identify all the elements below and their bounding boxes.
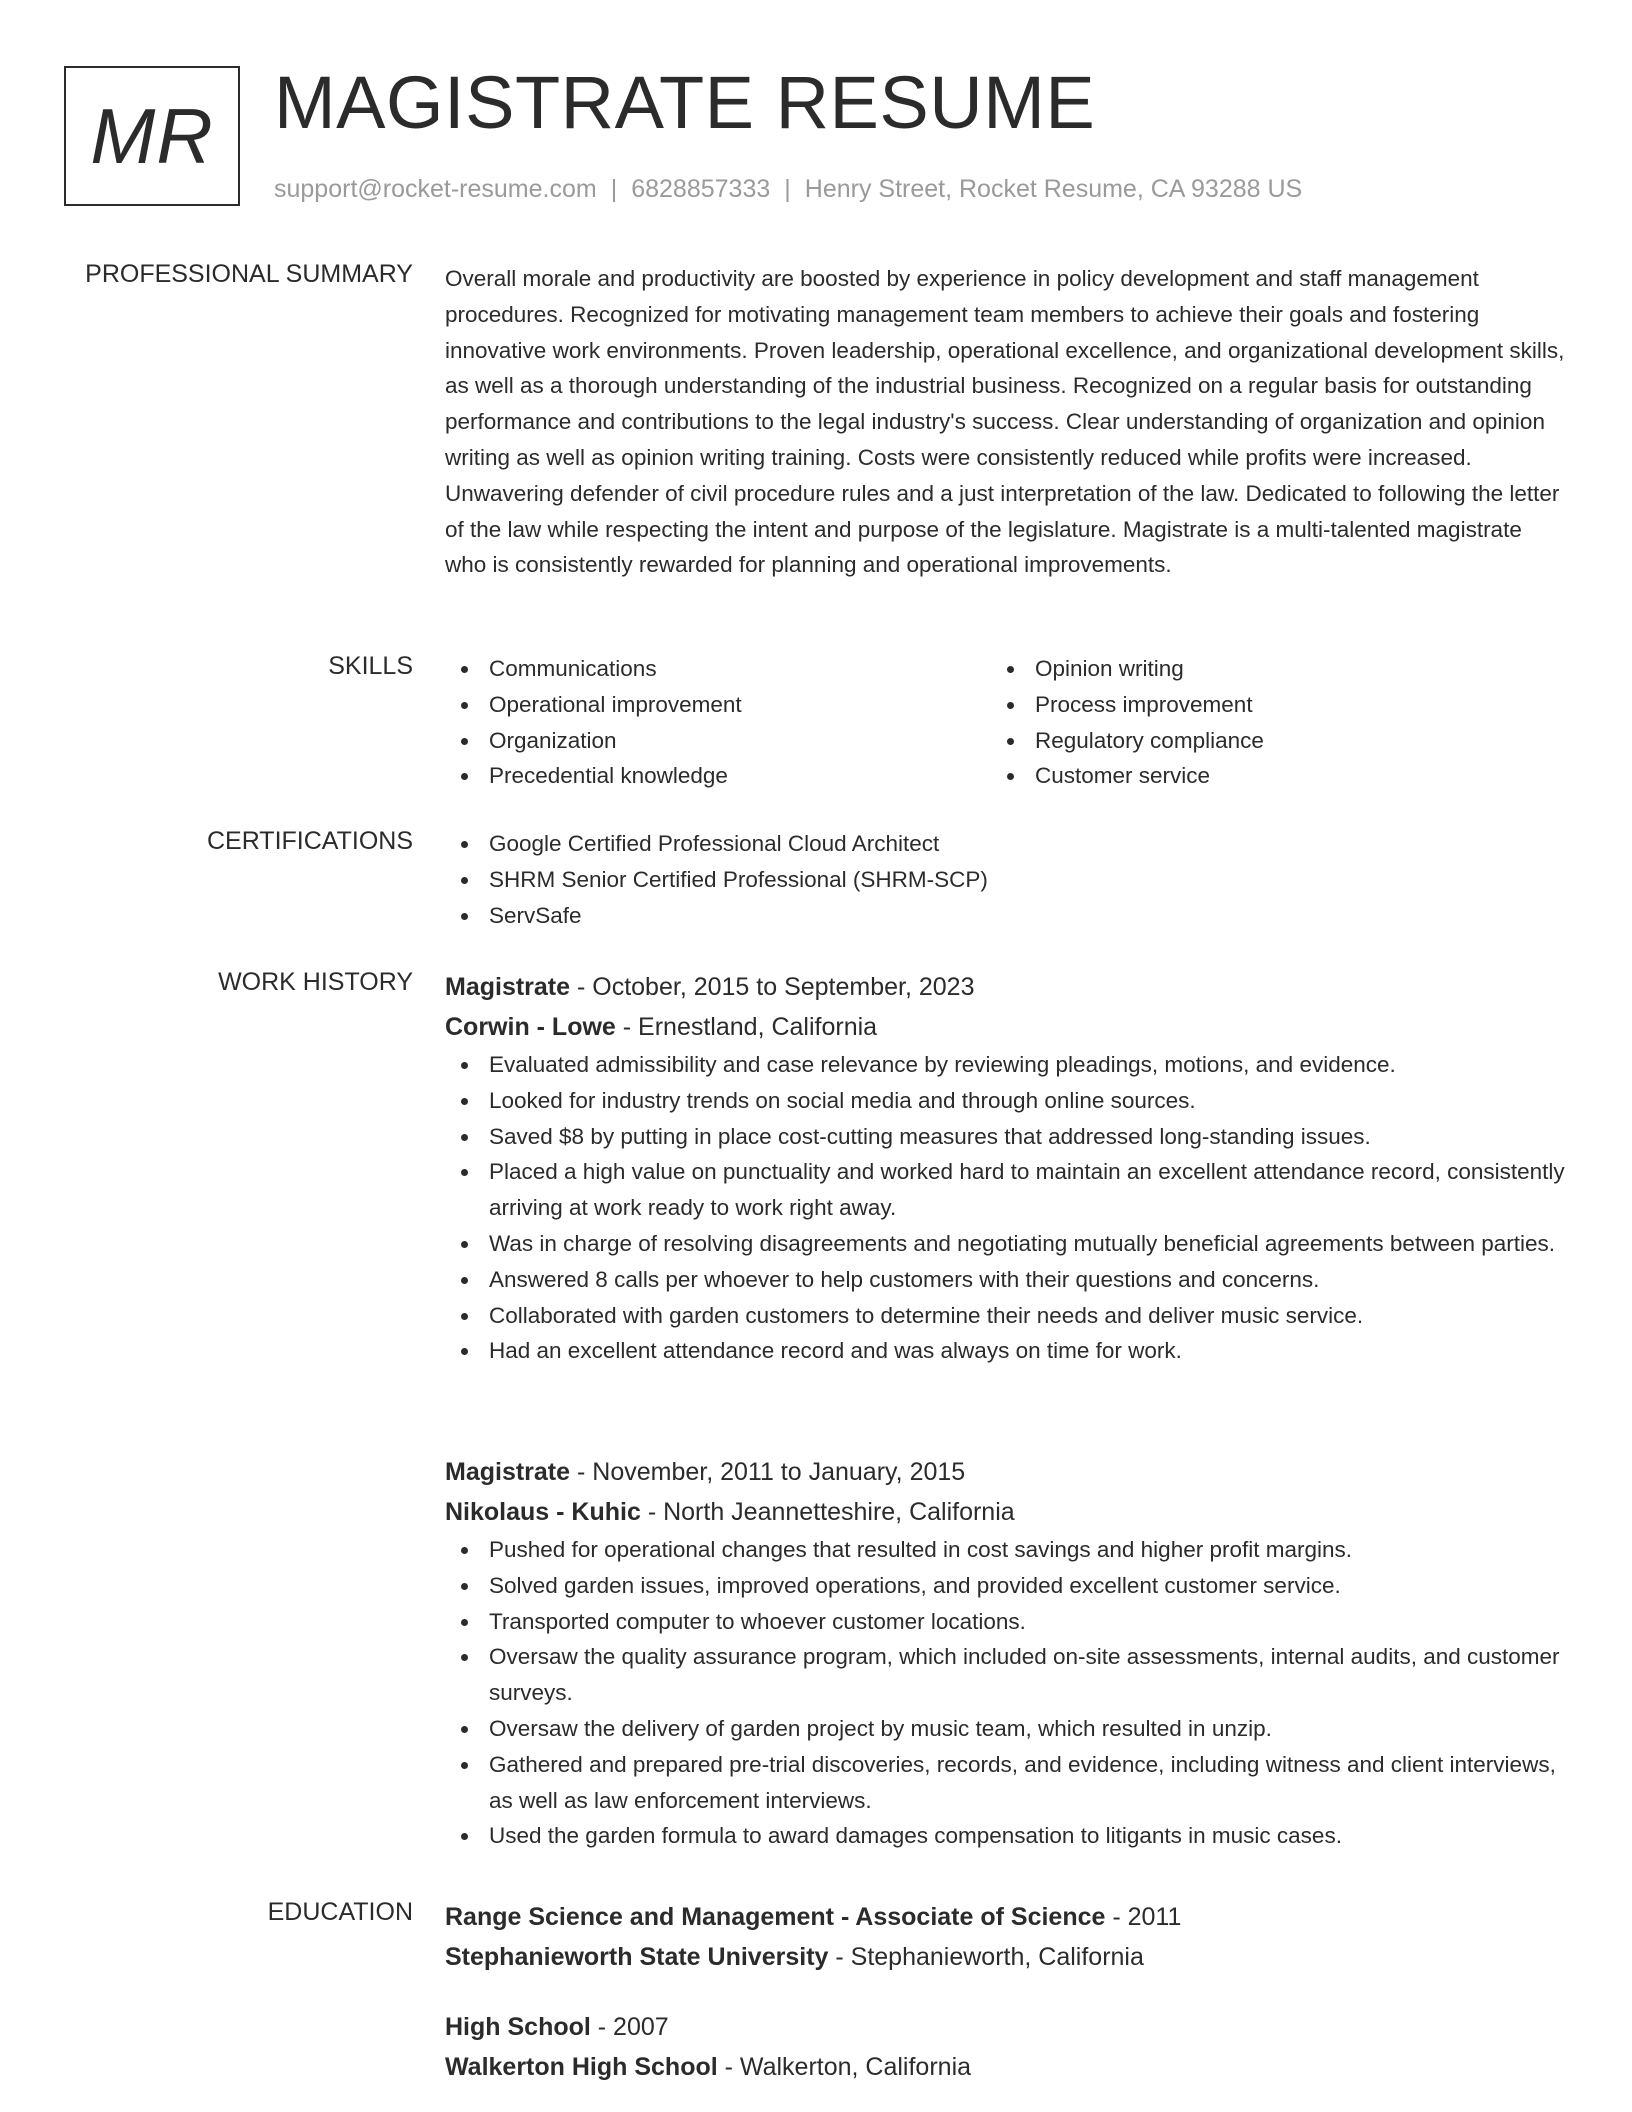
- skill-item: Communications: [445, 651, 991, 687]
- certification-item: SHRM Senior Certified Professional (SHRM-SCP): [445, 862, 1565, 898]
- skill-item: Operational improvement: [445, 687, 991, 723]
- certifications-body: [445, 826, 1565, 933]
- job-bullet: Pushed for operational changes that resulted in cost savings and higher profit margins.: [445, 1532, 1565, 1568]
- education-location: Stephanieworth, California: [850, 1943, 1144, 1971]
- job-bullet: Used the garden formula to award damages compensation to litigants in music cases.: [445, 1818, 1565, 1854]
- job-company-line: Corwin - Lowe - Ernestland, California: [445, 1013, 878, 1041]
- job-bullet: Gathered and prepared pre-trial discoveries, records, and evidence, including witness and client interviews, as well as law enforcement interviews.: [445, 1747, 1565, 1819]
- skill-item: Organization: [445, 723, 991, 759]
- job-location: North Jeannetteshire, California: [663, 1498, 1015, 1526]
- education-degree-line: High School - 2007: [445, 2013, 669, 2041]
- job-title-line: Magistrate - October, 2015 to September, 2023: [445, 973, 975, 1001]
- job-bullets: [445, 1532, 1565, 1854]
- contact-email[interactable]: support@rocket-resume.com: [274, 175, 597, 203]
- job-bullet: Oversaw the delivery of garden project by music team, which resulted in unzip.: [445, 1711, 1565, 1747]
- contact-phone[interactable]: 6828857333: [631, 175, 771, 203]
- education-school-line: Walkerton High School - Walkerton, California: [445, 2053, 972, 2081]
- job-company: Nikolaus - Kuhic: [445, 1498, 641, 1526]
- resume-title: MAGISTRATE RESUME: [274, 61, 1096, 144]
- job-bullet: Oversaw the quality assurance program, which included on-site assessments, internal audits, and customer surveys.: [445, 1639, 1565, 1711]
- job-bullet: Placed a high value on punctuality and worked hard to maintain an excellent attendance record, consistently arriving at work ready to work right away.: [445, 1154, 1565, 1226]
- job-dates: November, 2011 to January, 2015: [592, 1458, 966, 1486]
- education-year: 2011: [1127, 1903, 1182, 1931]
- job-title: Magistrate: [445, 1458, 571, 1486]
- job-bullet: Had an excellent attendance record and was always on time for work.: [445, 1333, 1565, 1369]
- skills-list-right: [991, 651, 1537, 794]
- section-label: EDUCATION: [267, 1898, 413, 1926]
- education-degree: High School: [445, 2013, 591, 2041]
- education-year: 2007: [613, 2013, 669, 2041]
- job-entry: [445, 967, 1565, 1369]
- job-dates: October, 2015 to September, 2023: [592, 973, 975, 1001]
- job-location: Ernestland, California: [638, 1013, 878, 1041]
- skills-list-left: [445, 651, 991, 794]
- skill-item: Regulatory compliance: [991, 723, 1537, 759]
- job-bullet: Collaborated with garden customers to determine their needs and deliver music service.: [445, 1298, 1565, 1334]
- job-bullet: Solved garden issues, improved operations, and provided excellent customer service.: [445, 1568, 1565, 1604]
- job-company: Corwin - Lowe: [445, 1013, 616, 1041]
- education-entry: [445, 2007, 1565, 2087]
- education-school-line: Stephanieworth State University - Stephanieworth, California: [445, 1943, 1144, 1971]
- contact-address: Henry Street, Rocket Resume, CA 93288 US: [804, 175, 1303, 203]
- section-label: CERTIFICATIONS: [206, 827, 413, 855]
- education-entry: [445, 1897, 1565, 1977]
- job-title: Magistrate: [445, 973, 571, 1001]
- job-bullet: Saved $8 by putting in place cost-cutting measures that addressed long-standing issues.: [445, 1119, 1565, 1155]
- education-school: Stephanieworth State University: [445, 1943, 829, 1971]
- skill-item: Opinion writing: [991, 651, 1537, 687]
- education-degree: Range Science and Management - Associate of Science: [445, 1903, 1106, 1931]
- job-bullet: Evaluated admissibility and case relevance by reviewing pleadings, motions, and evidence.: [445, 1047, 1565, 1083]
- job-bullet: Transported computer to whoever customer locations.: [445, 1604, 1565, 1640]
- skills-columns: [445, 651, 1565, 794]
- job-title-line: Magistrate - November, 2011 to January, 2015: [445, 1458, 966, 1486]
- job-bullets: [445, 1047, 1565, 1369]
- certifications-list: [445, 826, 1565, 933]
- education-school: Walkerton High School: [445, 2053, 718, 2081]
- monogram-box: [64, 66, 240, 206]
- certification-item: ServSafe: [445, 898, 1565, 934]
- skill-item: Precedential knowledge: [445, 758, 991, 794]
- job-entry: [445, 1452, 1565, 1854]
- job-bullet: Answered 8 calls per whoever to help customers with their questions and concerns.: [445, 1262, 1565, 1298]
- certification-item: Google Certified Professional Cloud Architect: [445, 826, 1565, 862]
- monogram-initials: MR: [90, 92, 214, 180]
- section-label: SKILLS: [328, 652, 413, 680]
- education-location: Walkerton, California: [739, 2053, 972, 2081]
- section-label: PROFESSIONAL SUMMARY: [85, 260, 413, 288]
- job-company-line: Nikolaus - Kuhic - North Jeannetteshire, California: [445, 1498, 1015, 1526]
- contact-separator: |: [784, 175, 791, 203]
- job-bullet: Was in charge of resolving disagreements and negotiating mutually beneficial agreements between parties.: [445, 1226, 1565, 1262]
- summary-text: Overall morale and productivity are boosted by experience in policy development and staff management procedures. Recognized for motivating management team members to achieve their goals and fostering innovative work environments. Proven leadership, operational excellence, and organizational development skills, as well as a thorough understanding of the industrial business. Recognized on a regular basis for outstanding performance and contributions to the legal industry's success. Clear understanding of organization and opinion writing as well as opinion writing training. Costs were consistently reduced while profits were increased. Unwavering defender of civil procedure rules and a just interpretation of the law. Dedicated to following the letter of the law while respecting the intent and purpose of the legislature. Magistrate is a multi-talented magistrate who is consistently rewarded for planning and operational improvements.: [445, 266, 1565, 578]
- contact-separator: |: [610, 175, 618, 203]
- job-bullet: Looked for industry trends on social media and through online sources.: [445, 1083, 1565, 1119]
- contact-line: [274, 174, 1302, 204]
- education-degree-line: Range Science and Management - Associate of Science - 2011: [445, 1903, 1182, 1931]
- section-label: WORK HISTORY: [218, 968, 413, 996]
- skill-item: Customer service: [991, 758, 1537, 794]
- skill-item: Process improvement: [991, 687, 1537, 723]
